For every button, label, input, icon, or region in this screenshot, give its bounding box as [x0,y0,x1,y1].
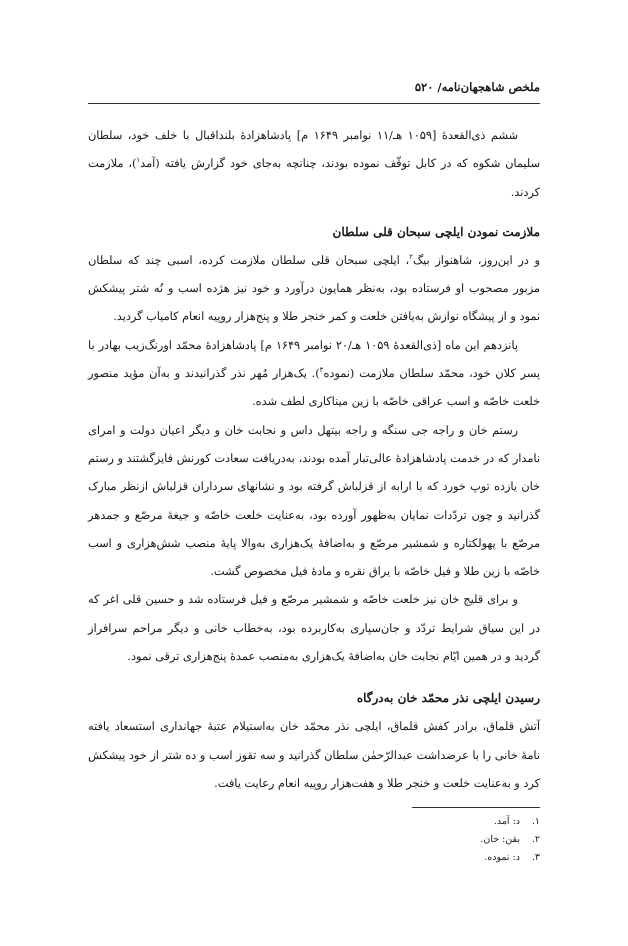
footnote-number: ۲. [531,834,540,845]
paragraph-text: آتش قلماق، برادر کفش قلماق، ایلچی نذر محمّد خان به‌استیلام عتبهٔ جهانداری استسعاد یافته نامهٔ خانی را با عرضداشت عبدالرّحمٰن سلطان گذرانید و سه تقوز اسب و ده شتر از خود پیشکش کرد و به‌عنایت خلعت و خنجر طلا و هفت‌هزار روپیه انعام رعایت یافت. [88,720,540,790]
body-paragraph [88,713,540,798]
paragraph-text: و برای قلیج خان نیز خلعت خاصّه و شمشیر مرصّع و فیل فرستاده شد و حسین قلی اغر که در این سیاق شرایط تردّد و جان‌سپاری به‌کاربرده بود، به‌خطاب خانی و دیگر مراحم سرافراز گردید و در همین ایّام نجابت خان به‌اضافهٔ یک‌هزاری به‌منصب عمدهٔ پنج‌هزاری ترقی نمود. [88,593,540,664]
section-heading: رسیدن ایلچی نذر محمّد خان به‌درگاه [356,691,540,706]
body-paragraph [88,417,540,587]
footnote-text: د: آمد. [493,816,520,827]
paragraph-text: ششم ذی‌القعدهٔ [۱۰۵۹ هـ/۱۱ نوامبر ۱۶۴۹ م] پادشاهزادهٔ بلنداقبال با خلف خود، سلطان سلیمان شکوه که در کابل توقّف نموده بودند، چنانچه به‌جای خود گزارش یافته (آمد [88,129,540,171]
footnote-rule [412,807,540,808]
body-paragraph [88,247,540,332]
footnote [290,849,540,867]
footnote [290,813,540,831]
body-paragraph [88,586,540,671]
footnote-marker: ۱ [136,156,141,165]
page-body [88,122,540,798]
paragraph-text-tail: ، ایلچی سبحان قلی سلطان ملازمت کرده، اسبی چند که سلطان مزبور مصحوب او فرستاده بود، به‌نظر همایون درآورد و خود نیز هژده اسب و نُه شتر پیشکش نمود و از پیشگاه نوازش به‌یافتن خلعت و کمر خنجر طلا و پنج‌هزار روپیه انعام کامیاب گردید. [88,253,540,324]
paragraph-text: رستم خان و راجه جی سنگه و راجه بیتهل داس و نجابت خان و دیگر اعیان دولت و امرای نامدار که در خدمت پادشاهزادهٔ عالی‌تبار آمده بودند، به‌دریافت سعادت کورنش فایزگشتند و رستم خان یازده توپ خورد که با ارابه از قزلباش گرفته بود و نشانهای سرداران قزلباش ازنظر مبارک گذرانید و چون تردّدات نمایان به‌ظهور آورده بود، به‌عنایت خلعت خاصّه و جیغهٔ مرصّع و جمدهر مرصّع با پهولکتاره و شمشیر مرصّع و به‌اضافهٔ یک‌هزاری به‌والا پایهٔ منصب شش‌هزاری و اسب خاصّه با زین طلا و فیل خاصّه با یراق نقره و مادهٔ فیل مخصوص گشت. [88,423,540,579]
footnote-text: بقن: خان. [480,834,520,845]
footnotes [290,813,540,867]
footnote [290,831,540,849]
footnote-number: ۱. [531,816,540,827]
section-heading: ملازمت نمودن ایلچی سبحان قلی سلطان [332,224,540,239]
body-paragraph [88,122,540,207]
paragraph-text: و در این‌روز، شاهنواز بیگ [412,253,540,267]
running-head: ملخص شاهجهان‌نامه/ ۵۲۰ [414,80,540,94]
body-paragraph [88,332,540,417]
footnote-marker: ۳ [319,366,324,375]
header-rule [88,103,540,104]
footnote-marker: ۲ [409,253,413,262]
paragraph-text-tail: )، ملازمت کردند. [88,157,540,199]
paragraph-text-tail: ). یک‌هزار مُهر نذر گذرانیدند و به‌آن مؤید منصور خلعت خاصّه و اسب عراقی خاصّه با زین میناکاری لطف شده. [88,367,540,409]
paragraph-text: پانزدهم این ماه [ذی‌القعدهٔ ۱۰۵۹ هـ/۲۰ نوامبر ۱۶۴۹ م] پادشاهزادهٔ محمّد اورنگ‌زیب بهادر با پسر کلان خود، محمّد سلطان ملازمت (نموده [88,338,540,381]
footnote-number: ۳. [531,852,540,863]
footnote-text: د: نموده. [484,852,520,863]
